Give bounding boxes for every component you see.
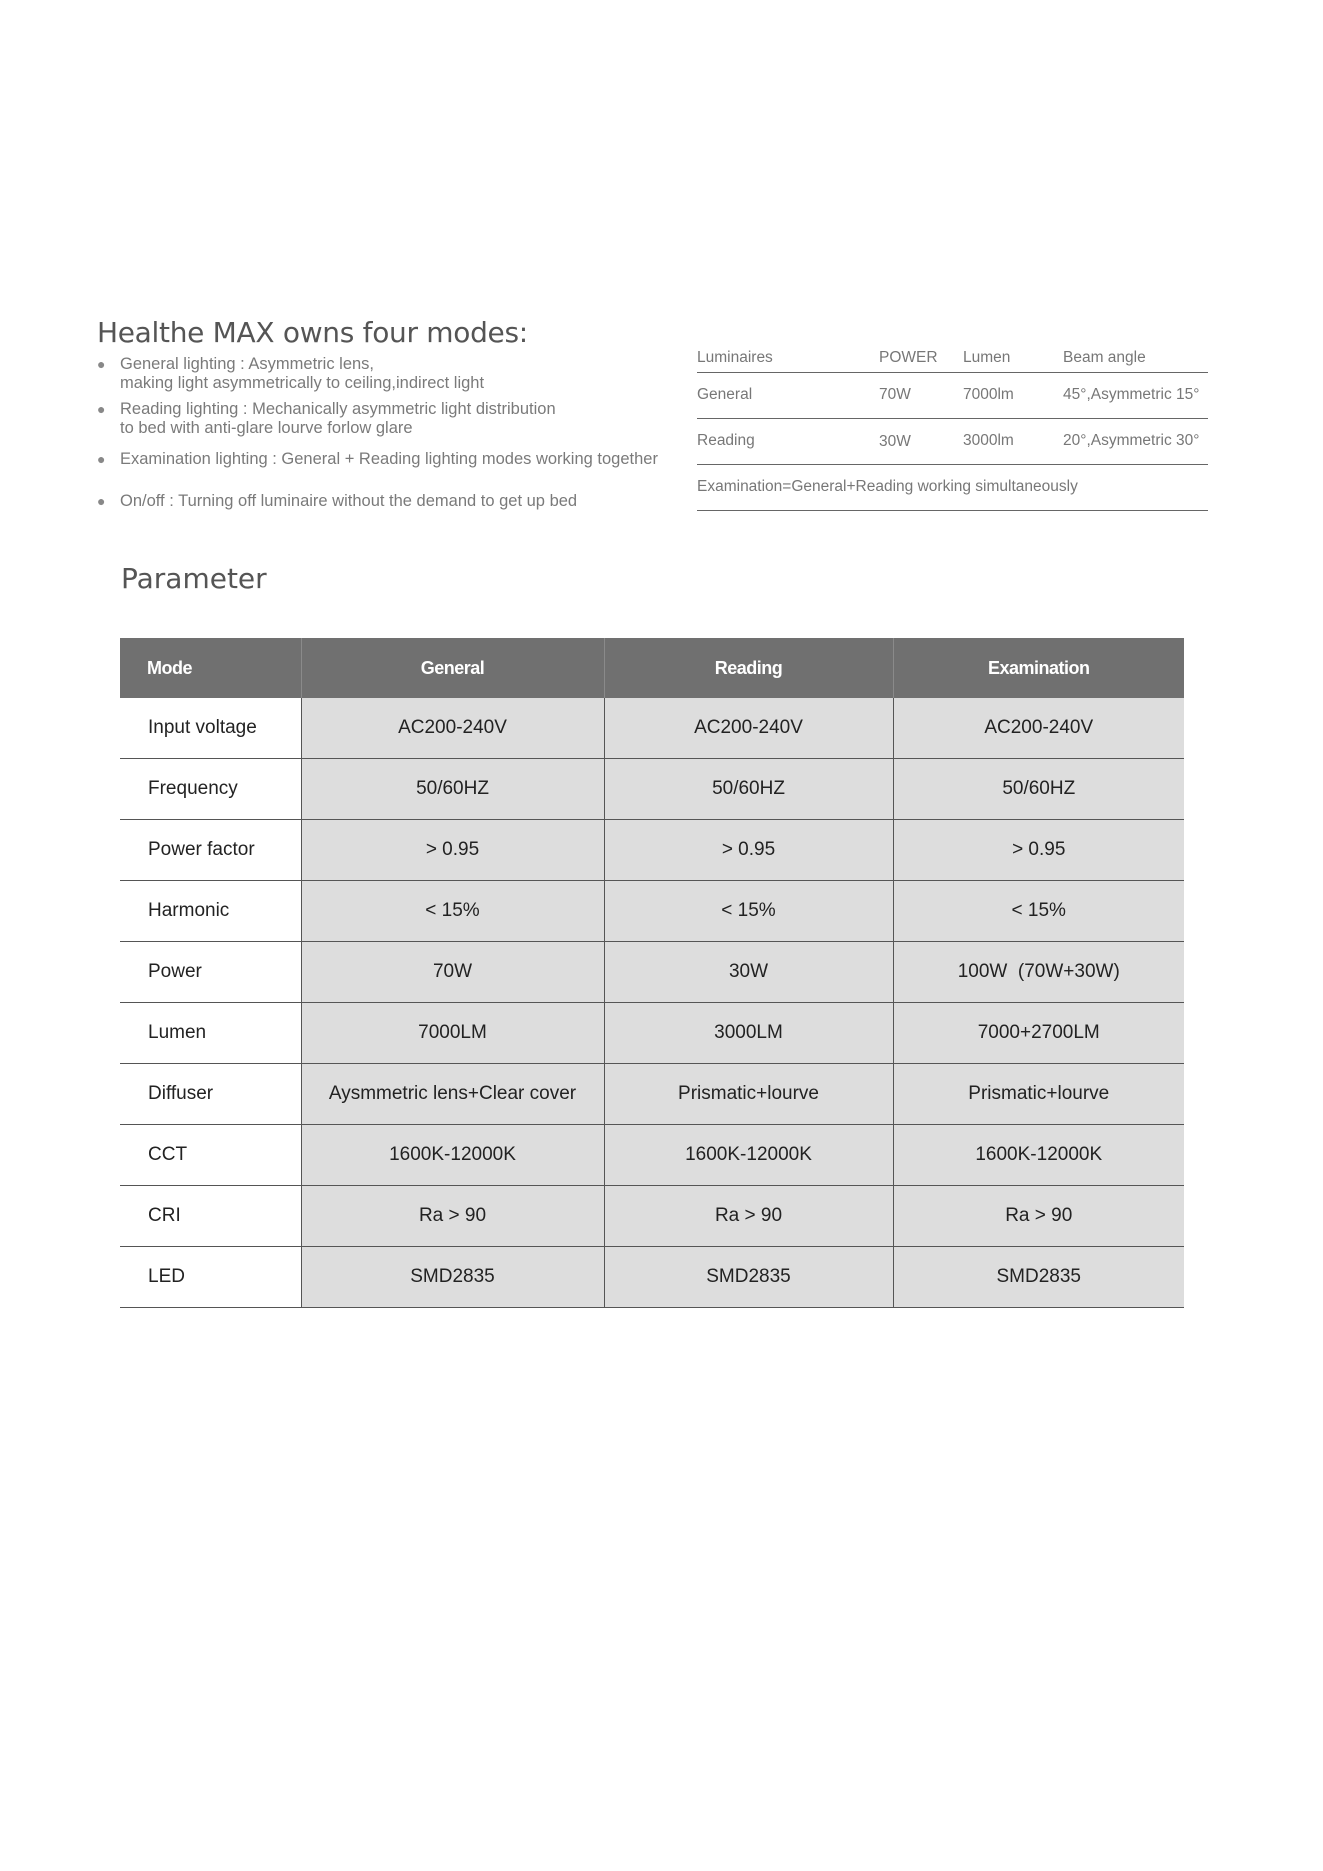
- header-examination: Examination: [893, 638, 1184, 698]
- table-cell: 30W: [604, 942, 893, 1003]
- mode-bullet-onoff: ● On/off : Turning off luminaire without the demand to get up bed: [97, 492, 578, 510]
- bullet-dot-icon: ●: [97, 493, 106, 509]
- table-cell: AC200-240V: [893, 698, 1184, 759]
- table-cell: 50/60HZ: [604, 759, 893, 820]
- table-row: [120, 1247, 1184, 1308]
- row-label: Input voltage: [120, 698, 301, 759]
- table-cell: 1600K-12000K: [301, 1125, 604, 1186]
- table-cell: 50/60HZ: [301, 759, 604, 820]
- table-cell: SMD2835: [893, 1247, 1184, 1308]
- table-cell: Aysmmetric lens+Clear cover: [301, 1064, 604, 1125]
- bullet-dot-icon: ●: [97, 451, 106, 467]
- summary-footer-row: [697, 466, 1208, 511]
- table-cell: Prismatic+lourve: [604, 1064, 893, 1125]
- header-general: General: [301, 638, 604, 698]
- summary-row: Reading 30W 3000lm 20°,Asymmetric 30°: [697, 420, 1208, 465]
- mode-bullet-examination: ● Examination lighting : General + Reading lighting modes working together: [97, 450, 658, 468]
- table-cell: < 15%: [604, 881, 893, 942]
- table-cell: Ra > 90: [301, 1186, 604, 1247]
- mode-bullet-reading: ● Reading lighting : Mechanically asymmetric light distribution to bed with anti-glare lourve forlow glare: [97, 400, 556, 437]
- table-cell: SMD2835: [604, 1247, 893, 1308]
- modes-title: Healthe MAX owns four modes:: [97, 316, 528, 349]
- summary-header-cell: Luminaires: [697, 349, 773, 366]
- summary-header-cell: POWER: [879, 349, 938, 366]
- table-row: [120, 759, 1184, 820]
- table-cell: < 15%: [893, 881, 1184, 942]
- table-row: [120, 942, 1184, 1003]
- row-label: Harmonic: [120, 881, 301, 942]
- table-cell: 1600K-12000K: [893, 1125, 1184, 1186]
- row-label: LED: [120, 1247, 301, 1308]
- table-cell: Ra > 90: [893, 1186, 1184, 1247]
- table-row: [120, 1125, 1184, 1186]
- table-cell: Ra > 90: [604, 1186, 893, 1247]
- table-cell: 70W: [301, 942, 604, 1003]
- table-cell: > 0.95: [301, 820, 604, 881]
- summary-header-cell: Beam angle: [1063, 349, 1146, 366]
- table-cell: SMD2835: [301, 1247, 604, 1308]
- mode-bullet-general: ● General lighting : Asymmetric lens, making light asymmetrically to ceiling,indirect light: [97, 355, 485, 392]
- row-label: Lumen: [120, 1003, 301, 1064]
- table-row: [120, 881, 1184, 942]
- table-row: [120, 1003, 1184, 1064]
- parameter-table: [120, 638, 1184, 1308]
- summary-header-row: [697, 346, 1208, 373]
- table-cell: AC200-240V: [604, 698, 893, 759]
- table-cell: < 15%: [301, 881, 604, 942]
- table-row: [120, 1186, 1184, 1247]
- row-label: Frequency: [120, 759, 301, 820]
- table-cell: 100W (70W+30W): [893, 942, 1184, 1003]
- bullet-dot-icon: ●: [97, 401, 106, 417]
- table-cell: 50/60HZ: [893, 759, 1184, 820]
- row-label: Power: [120, 942, 301, 1003]
- table-cell: 3000LM: [604, 1003, 893, 1064]
- bullet-dot-icon: ●: [97, 356, 106, 372]
- header-reading: Reading: [604, 638, 893, 698]
- row-label: CRI: [120, 1186, 301, 1247]
- table-cell: > 0.95: [893, 820, 1184, 881]
- table-row: [120, 1064, 1184, 1125]
- table-row: [120, 698, 1184, 759]
- table-row: [120, 820, 1184, 881]
- row-label: Power factor: [120, 820, 301, 881]
- parameter-title: Parameter: [121, 562, 267, 595]
- row-label: Diffuser: [120, 1064, 301, 1125]
- table-cell: Prismatic+lourve: [893, 1064, 1184, 1125]
- parameter-header-row: [120, 638, 1184, 698]
- table-cell: AC200-240V: [301, 698, 604, 759]
- table-cell: 7000+2700LM: [893, 1003, 1184, 1064]
- header-mode: Mode: [120, 638, 301, 698]
- table-cell: > 0.95: [604, 820, 893, 881]
- table-cell: 7000LM: [301, 1003, 604, 1064]
- summary-header-cell: Lumen: [963, 349, 1011, 366]
- summary-row: General 70W 7000lm 45°,Asymmetric 15°: [697, 374, 1208, 419]
- row-label: CCT: [120, 1125, 301, 1186]
- summary-footer-note: Examination=General+Reading working simultaneously: [697, 478, 1078, 495]
- table-cell: 1600K-12000K: [604, 1125, 893, 1186]
